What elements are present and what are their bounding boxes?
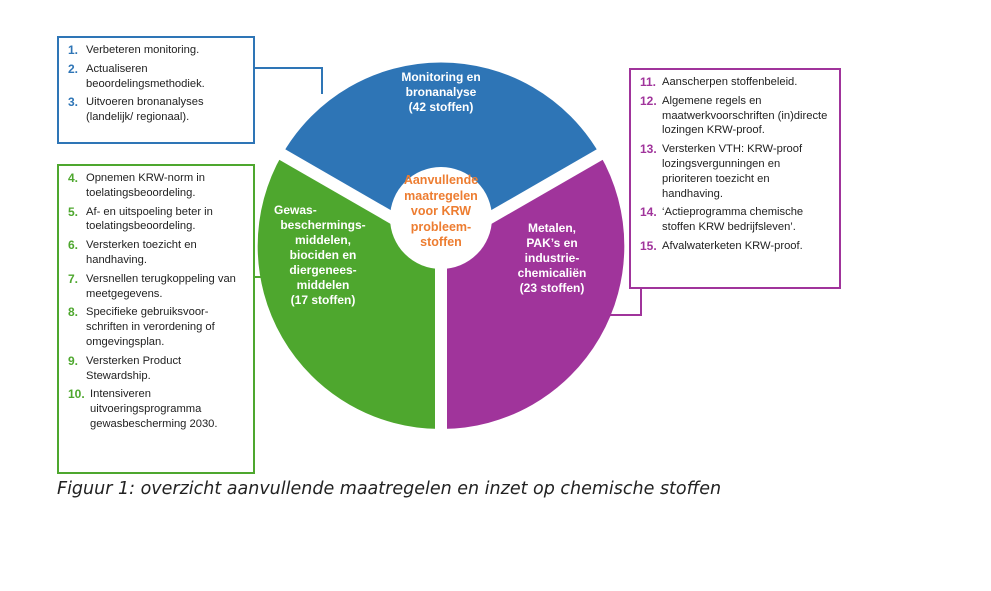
- list-item: 6. Versterken toezicht en handhaving.: [68, 238, 197, 266]
- list-item: 7. Versnellen terugkoppeling van meetgegevens.: [68, 271, 236, 300]
- metalen-measures-box: [629, 68, 841, 289]
- figure-caption: Figuur 1: overzicht aanvullende maatregelen en inzet op chemische stoffen: [57, 479, 722, 499]
- list-item: 8. Specifieke gebruiksvoor-schriften in verordening of omgevingsplan.: [68, 305, 215, 348]
- monitoring-measures-box: [57, 36, 255, 144]
- list-item: 14. ‘Actieprogramma chemische stoffen KRW bedrijfsleven’.: [640, 205, 804, 234]
- connector-blue: [255, 68, 322, 94]
- list-item: 3. Uitvoeren bronanalyses (landelijk/ regionaal).: [68, 95, 204, 124]
- label-monitoring: Monitoring en bronanalyse (42 stoffen): [401, 70, 481, 114]
- list-item: 10. Intensiveren uitvoeringsprogramma gewasbescherming 2030.: [68, 387, 218, 430]
- list-item: 1. Verbeteren monitoring.: [68, 43, 200, 57]
- list-item: 2. Actualiseren beoordelingsmethodiek.: [68, 61, 205, 90]
- list-item: 11. Aanscherpen stoffenbeleid.: [640, 75, 798, 89]
- list-item: 9. Versterken Product Stewardship.: [68, 353, 182, 382]
- list-item: 13. Versterken VTH: KRW-proof lozingsvergunningen en prioriteren toezicht en handhaving.: [640, 142, 803, 200]
- label-metalen: Metalen, PAK’s en industrie- chemicaliën (23 stoffen): [517, 221, 587, 295]
- label-gewas: Gewas- beschermings- middelen, biociden en diergenees- middelen (17 stoffen): [274, 203, 366, 307]
- list-item: 15. Afvalwaterketen KRW-proof.: [640, 238, 803, 253]
- gewas-measures-box: [57, 164, 255, 474]
- list-item: 5. Af- en uitspoeling beter in toelatingsbeoordeling.: [68, 204, 213, 233]
- list-item: 12. Algemene regels en maatwerkvoorschriften (in)directe lozingen KRW-proof.: [640, 93, 828, 137]
- list-item: 4. Opnemen KRW-norm in toelatingsbeoordeling.: [68, 171, 205, 199]
- center-label: Aanvullende maatregelen voor KRW probleem- stoffen: [403, 173, 479, 249]
